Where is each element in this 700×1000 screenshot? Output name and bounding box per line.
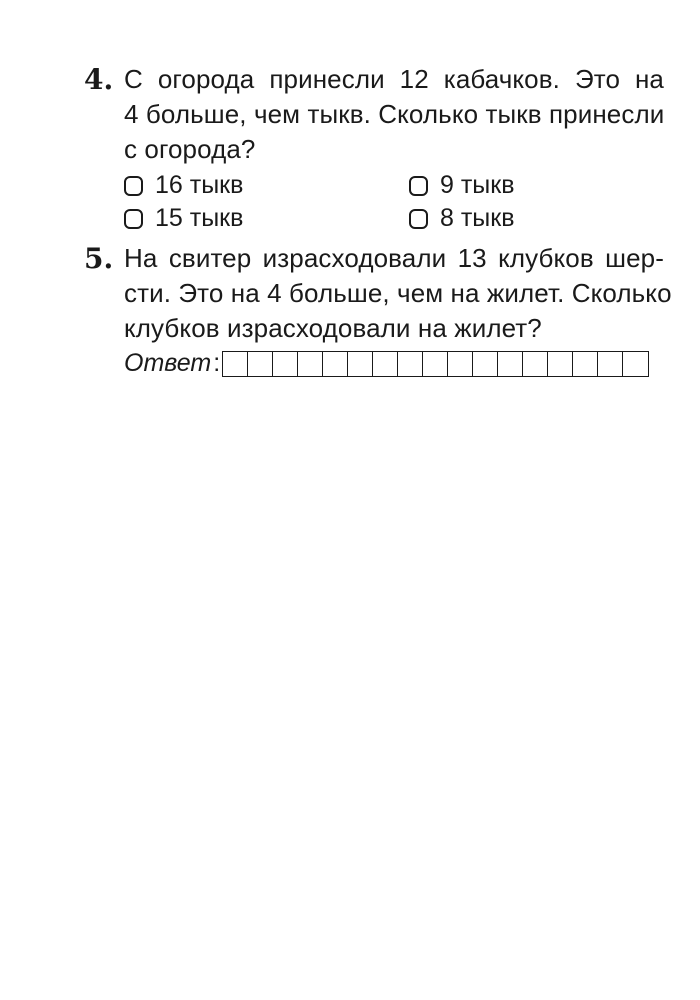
answer-cell[interactable] — [348, 352, 373, 376]
question-line: На свитер израсходовали 13 клубков шер- — [124, 243, 664, 273]
question-line: с огорода? — [124, 134, 256, 164]
task-4 — [84, 62, 664, 235]
option-label: 9 тыкв — [440, 171, 515, 199]
answer-cell[interactable] — [498, 352, 523, 376]
task-5 — [84, 241, 672, 380]
answer-cell[interactable] — [523, 352, 548, 376]
option-8[interactable] — [409, 202, 609, 235]
answer-colon: : — [213, 349, 221, 377]
answer-cell[interactable] — [548, 352, 573, 376]
checkbox-icon[interactable] — [124, 176, 143, 196]
answer-cell[interactable] — [298, 352, 323, 376]
checkbox-icon[interactable] — [409, 176, 428, 196]
task-question — [124, 241, 672, 346]
answer-cell[interactable] — [448, 352, 473, 376]
answer-cell[interactable] — [273, 352, 298, 376]
question-line: 4 больше, чем тыкв. Сколько тыкв принесли — [124, 99, 665, 129]
answer-label: Ответ — [124, 349, 212, 377]
task-number: 5. — [84, 242, 114, 275]
answer-cell[interactable] — [398, 352, 423, 376]
answer-cell[interactable] — [323, 352, 348, 376]
option-16[interactable] — [124, 169, 409, 202]
task-question — [124, 62, 664, 167]
answer-cell[interactable] — [473, 352, 498, 376]
answer-cell[interactable] — [373, 352, 398, 376]
option-label: 8 тыкв — [440, 204, 515, 232]
option-15[interactable] — [124, 202, 409, 235]
question-line: С огорода принесли 12 кабачков. Это на — [124, 64, 664, 94]
answer-cell[interactable] — [598, 352, 623, 376]
question-line: клубков израсходовали на жилет? — [124, 313, 542, 343]
checkbox-icon[interactable] — [124, 209, 143, 229]
answer-input-grid[interactable] — [222, 351, 649, 377]
option-9[interactable] — [409, 169, 609, 202]
checkbox-icon[interactable] — [409, 209, 428, 229]
answer-row — [124, 346, 664, 380]
answer-cell[interactable] — [573, 352, 598, 376]
answer-cell[interactable] — [248, 352, 273, 376]
option-label: 16 тыкв — [155, 171, 244, 199]
option-label: 15 тыкв — [155, 204, 244, 232]
answer-cell[interactable] — [223, 352, 248, 376]
answer-cell[interactable] — [623, 352, 648, 376]
question-line: сти. Это на 4 больше, чем на жилет. Сколько — [124, 278, 672, 308]
answer-cell[interactable] — [423, 352, 448, 376]
task-number: 4. — [84, 63, 114, 96]
answer-options — [124, 169, 664, 235]
